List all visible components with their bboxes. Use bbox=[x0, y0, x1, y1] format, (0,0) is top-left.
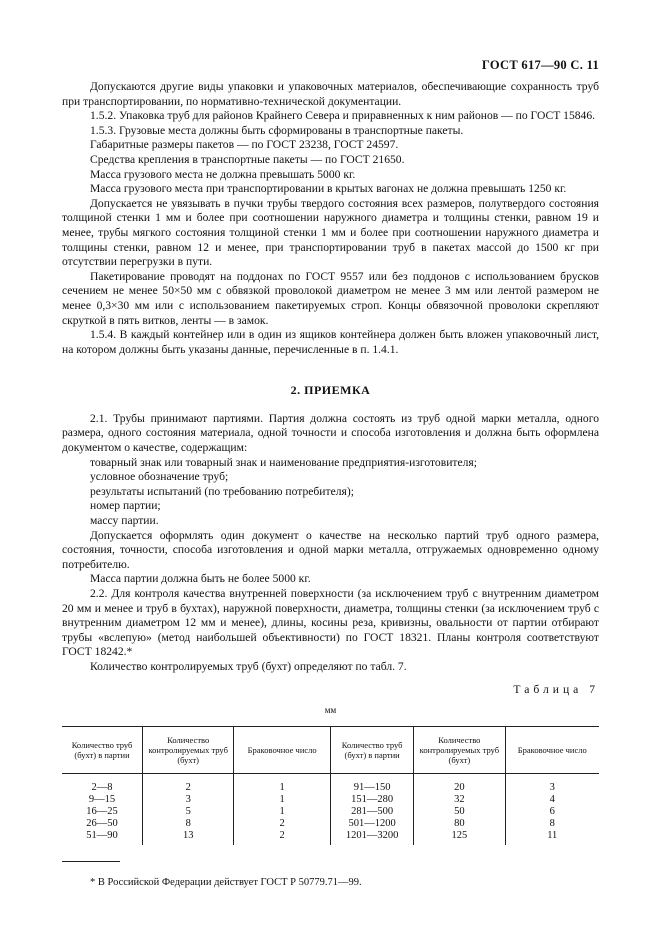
table-cell: 16—25 bbox=[86, 805, 118, 817]
paragraph: Масса партии должна быть не более 5000 кг. bbox=[90, 572, 311, 586]
table-row bbox=[62, 818, 599, 830]
section-1-5-text bbox=[62, 80, 599, 357]
table-cell: 20 bbox=[414, 773, 505, 794]
paragraph: Габаритные размеры пакетов — по ГОСТ 23238, ГОСТ 24597. bbox=[90, 138, 399, 152]
paragraph: Средства крепления в транспортные пакеты — по ГОСТ 21650. bbox=[90, 152, 405, 166]
table-row bbox=[62, 794, 599, 806]
paragraph: Масса грузового места не должна превышать 5000 кг. bbox=[90, 167, 356, 181]
footnote: * В Российской Федерации действует ГОСТ Р 50779.71—99. bbox=[90, 876, 362, 888]
table-cell: 1 bbox=[234, 773, 331, 794]
paragraph: 1.5.2. Упаковка труб для районов Крайнего Севера и приравненных к ним районов — по ГОСТ 15846. bbox=[90, 109, 596, 123]
paragraph: 1.5.3. Грузовые места должны быть сформированы в транспортные пакеты. bbox=[90, 123, 464, 137]
table-cell: 4 bbox=[505, 794, 599, 806]
paragraph: номер партии; bbox=[90, 499, 161, 513]
header-lot-size-2: Количество труб (бухт) в партии bbox=[330, 726, 413, 773]
table-cell: 1 bbox=[234, 794, 331, 806]
table-cell: 6 bbox=[505, 806, 599, 818]
paragraph: результаты испытаний (по требованию потребителя); bbox=[90, 484, 354, 498]
table-cell: 2 bbox=[143, 773, 234, 794]
header-reject-number-2: Браковочное число bbox=[505, 726, 599, 773]
section-2-text bbox=[62, 412, 599, 675]
paragraph: Масса грузового места при транспортировании в крытых вагонах не должна превышать 1250 кг. bbox=[90, 182, 567, 196]
table-header-row bbox=[62, 726, 599, 773]
table-cell: 91—150 bbox=[330, 773, 413, 794]
table-cell: 281—500 bbox=[330, 806, 413, 818]
paragraph: условное обозначение труб; bbox=[90, 470, 229, 484]
section-title: 2. ПРИЕМКА bbox=[290, 383, 371, 398]
table-cell: 8 bbox=[143, 818, 234, 830]
table-cell: 51—90 bbox=[86, 829, 118, 841]
table-caption: Таблица 7 bbox=[513, 682, 599, 696]
paragraph: Допускается оформлять один документ о качестве на несколько партий труб одного размера, состояния, точности, способа изготовления и одной марки металла, отгружаемых одновременно одному потребителю. bbox=[62, 528, 599, 571]
table-cell: 9—15 bbox=[88, 793, 116, 805]
page-header: ГОСТ 617—90 С. 11 bbox=[481, 58, 599, 72]
paragraph: массу партии. bbox=[90, 514, 159, 528]
table-cell: 32 bbox=[414, 794, 505, 806]
table-cell: 3 bbox=[143, 794, 234, 806]
table-cell: 50 bbox=[414, 806, 505, 818]
paragraph: Допускаются другие виды упаковки и упаковочных материалов, обеспечивающие сохранность труб при транспортировании, по нормативно-технической документации. bbox=[62, 80, 599, 108]
table-cell: 80 bbox=[414, 818, 505, 830]
table-cell: 8 bbox=[505, 818, 599, 830]
table-cell: 3 bbox=[505, 773, 599, 794]
paragraph: 1.5.4. В каждый контейнер или в один из ящиков контейнера должен быть вложен упаковочный лист, на котором должны быть указаны данные, перечисленные в п. 1.4.1. bbox=[62, 328, 599, 356]
table-cell: 11 bbox=[505, 830, 599, 845]
paragraph: 2.1. Трубы принимают партиями. Партия должна состоять из труб одной марки металла, одного размера, одного состояния материала, одной точности и способа изготовления и должна быть оформлена документом о качестве, содержащим: bbox=[62, 411, 599, 455]
header-lot-size-1: Количество труб (бухт) в партии bbox=[62, 726, 143, 773]
table-cell: 26—50 bbox=[86, 817, 118, 829]
table-row bbox=[62, 806, 599, 818]
paragraph: товарный знак или товарный знак и наименование предприятия-изготовителя; bbox=[90, 455, 477, 469]
table-cell: 2—8 bbox=[91, 781, 113, 793]
table-cell: 2 bbox=[234, 818, 331, 830]
table-cell: 125 bbox=[414, 830, 505, 845]
table-cell: 1 bbox=[234, 806, 331, 818]
paragraph: Количество контролируемых труб (бухт) определяют по табл. 7. bbox=[90, 659, 407, 673]
header-sample-size-2: Количество контролируемых труб (бухт) bbox=[414, 726, 505, 773]
table-7 bbox=[62, 726, 599, 845]
table-cell: 5 bbox=[143, 806, 234, 818]
table-cell: 1201—3200 bbox=[330, 830, 413, 845]
table-cell: 151—280 bbox=[330, 794, 413, 806]
footnote-divider bbox=[62, 861, 120, 862]
document-body bbox=[62, 80, 599, 890]
table-cell: 13 bbox=[143, 830, 234, 845]
header-sample-size-1: Количество контролируемых труб (бухт) bbox=[143, 726, 234, 773]
header-reject-number-1: Браковочное число bbox=[234, 726, 331, 773]
paragraph: Пакетирование проводят на поддонах по ГОСТ 9557 или без поддонов с использованием брусков сечением не менее 50×50 мм с обвязкой проволокой диаметром не менее 3 мм или лентой размером не менее 0,3×30 мм или с использованием пакетируемых строп. Концы обвязочной проволоки скрепляют скруткой в пять витков, ленты — в замок. bbox=[62, 269, 599, 327]
table-row bbox=[62, 830, 599, 845]
paragraph: Допускается не увязывать в пучки трубы твердого состояния всех размеров, полутвердого состояния толщиной стенки 1 мм и более при соотношении наружного диаметра и толщины стенки, равном 19 и менее, трубы мягкого состояния толщиной стенки 1 мм и более при соотношении наружного диаметра и толщины стенки, равном 12 и менее, при транспортировании труб в пакетах массой до 1500 кг при отсутствии перегрузки в пути. bbox=[62, 196, 599, 269]
table-row bbox=[62, 773, 599, 794]
table-unit: мм bbox=[324, 705, 337, 716]
table-cell: 501—1200 bbox=[330, 818, 413, 830]
paragraph: 2.2. Для контроля качества внутренней поверхности (за исключением труб с внутренним диаметром 20 мм и менее и труб в бухтах), наружной поверхности, диаметра, толщины стенки (за исключением труб с внутренним диаметром 12 мм и менее), длины, косины реза, кривизны, овальности от партии отбирают трубы «вслепую» (метод наибольшей объективности) по ГОСТ 18321. Планы контроля соответствуют ГОСТ 18242.* bbox=[62, 587, 599, 659]
table-cell: 2 bbox=[234, 830, 331, 845]
